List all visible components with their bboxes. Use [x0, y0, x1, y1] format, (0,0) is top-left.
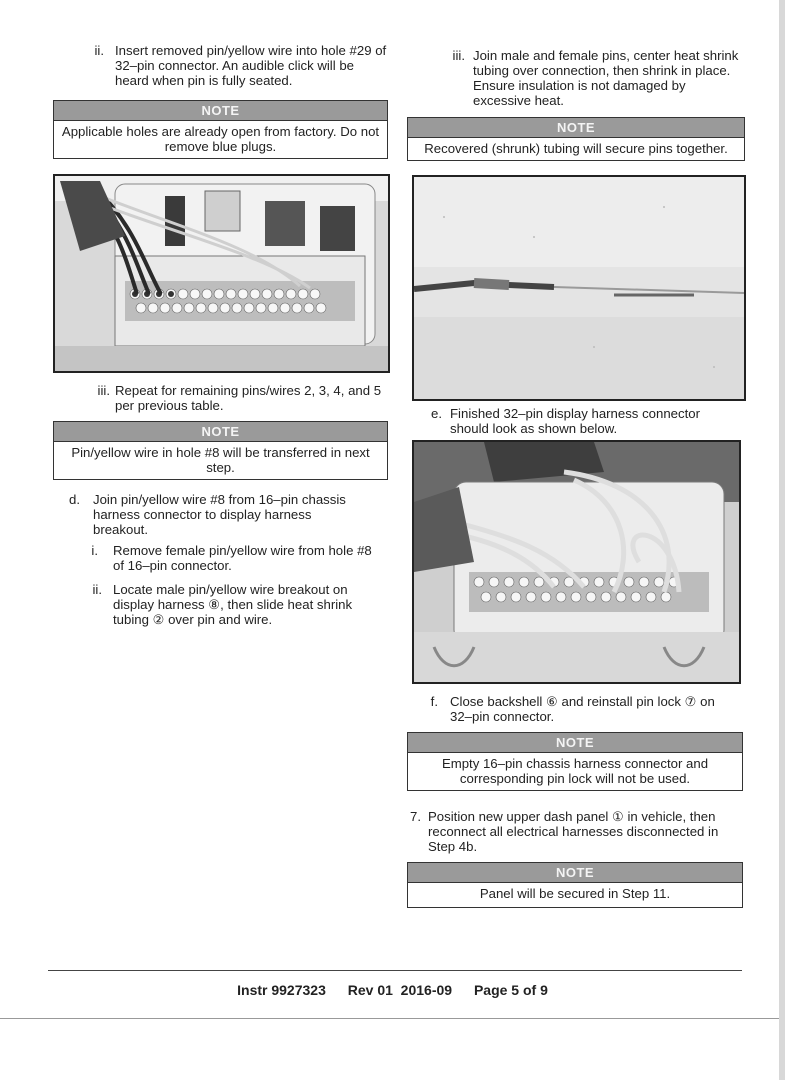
step-d-i-text: Remove female pin/yellow wire from hole #8 of 16–pin connector. [113, 543, 372, 573]
step-d-i-marker: i. [91, 543, 98, 558]
note-box-empty-connector [407, 732, 743, 791]
step-d-text: Join pin/yellow wire #8 from 16–pin chassis harness connector to display harness breakout. [93, 492, 346, 537]
step-iii-right-marker: iii. [452, 48, 465, 63]
step-ii-text: Insert removed pin/yellow wire into hole #29 of 32–pin connector. An audible click will be heard when pin is fully seated. [115, 43, 387, 88]
note-box-recovered-tubing [407, 117, 745, 161]
step-ii-marker: ii. [94, 43, 104, 58]
note-text: Empty 16–pin chassis harness connector and corresponding pin lock will not be used. [441, 756, 709, 786]
note-heading: NOTE [408, 863, 742, 883]
step-f-marker: f. [430, 694, 438, 709]
footer-divider [48, 970, 742, 971]
step-iii-text: Repeat for remaining pins/wires 2, 3, 4, and 5 per previous table. [115, 383, 382, 413]
step-e-text: Finished 32–pin display harness connector should look as shown below. [450, 406, 700, 436]
step-e-marker: e. [431, 406, 442, 421]
step-f-text: Close backshell ⑥ and reinstall pin lock ⑦ on 32–pin connector. [450, 694, 715, 724]
scan-right-edge [779, 0, 785, 1080]
step-d-marker: d. [69, 492, 80, 507]
step-7-marker: 7. [410, 809, 421, 824]
connector-photo-pins-inserted [53, 174, 390, 373]
note-heading: NOTE [408, 733, 742, 753]
finished-connector-photo [412, 440, 741, 684]
step-d-ii-text: Locate male pin/yellow wire breakout on display harness ⑧, then slide heat shrink tubing ② over pin and wire. [113, 582, 353, 627]
note-text: Pin/yellow wire in hole #8 will be transferred in next step. [71, 445, 370, 475]
page-number: Page 5 of 9 [473, 982, 548, 998]
note-box-applicable-holes [53, 100, 388, 159]
note-text: Recovered (shrunk) tubing will secure pins together. [424, 141, 728, 156]
note-heading: NOTE [408, 118, 744, 138]
step-7-text: Position new upper dash panel ① in vehicle, then reconnect all electrical harnesses disconnected in Step 4b. [428, 809, 719, 854]
note-heading: NOTE [54, 422, 387, 442]
step-d-ii-marker: ii. [92, 582, 102, 597]
note-heading: NOTE [54, 101, 387, 121]
page-footer [0, 982, 785, 998]
revision: Rev 01 2016-09 [347, 982, 453, 998]
note-text: Panel will be secured in Step 11. [479, 886, 671, 901]
note-text: Applicable holes are already open from factory. Do not remove blue plugs. [61, 124, 380, 154]
step-iii-marker: iii. [97, 383, 110, 398]
step-iii-right-text: Join male and female pins, center heat shrink tubing over connection, then shrink in place. Ensure insulation is not damaged by excessive heat. [473, 48, 739, 108]
note-box-panel-secured [407, 862, 743, 908]
instruction-number: Instr 9927323 [237, 982, 326, 998]
heat-shrink-photo [412, 175, 746, 401]
scan-edge-line [0, 1018, 785, 1019]
note-box-hole-8 [53, 421, 388, 480]
